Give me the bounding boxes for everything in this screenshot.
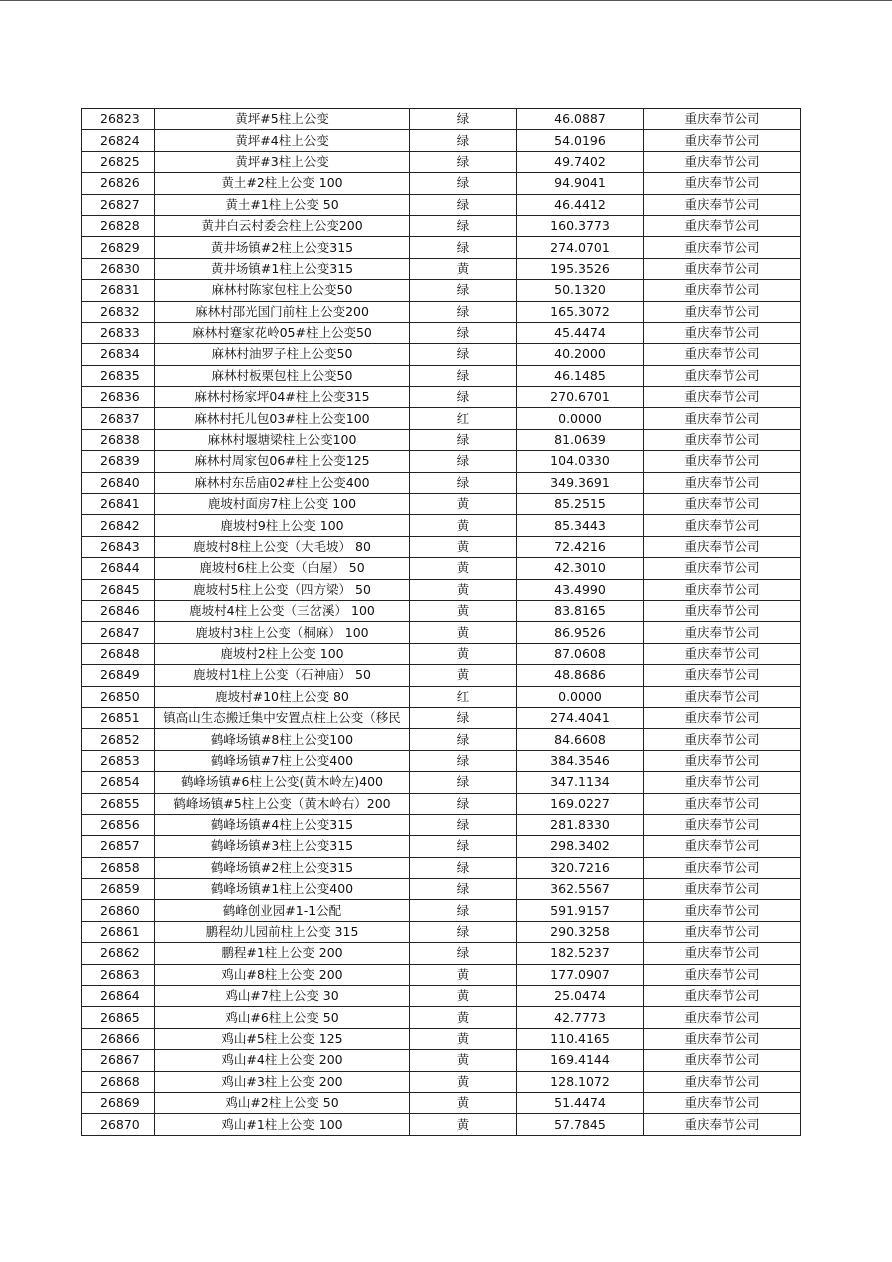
value-cell: 50.1320 bbox=[517, 280, 644, 301]
company-cell: 重庆奉节公司 bbox=[644, 194, 801, 215]
table-row bbox=[82, 643, 801, 664]
transformer-name-cell: 鹤峰场镇#5柱上公变（黄木岭右）200 bbox=[155, 793, 410, 814]
company-cell: 重庆奉节公司 bbox=[644, 365, 801, 386]
company-cell: 重庆奉节公司 bbox=[644, 536, 801, 557]
company-cell: 重庆奉节公司 bbox=[644, 109, 801, 130]
value-cell: 85.2515 bbox=[517, 494, 644, 515]
transformer-name-cell: 鸡山#7柱上公变 30 bbox=[155, 986, 410, 1007]
company-cell: 重庆奉节公司 bbox=[644, 857, 801, 878]
status-color-cell: 绿 bbox=[410, 921, 517, 942]
company-cell: 重庆奉节公司 bbox=[644, 579, 801, 600]
value-cell: 94.9041 bbox=[517, 173, 644, 194]
value-cell: 591.9157 bbox=[517, 900, 644, 921]
value-cell: 25.0474 bbox=[517, 986, 644, 1007]
table-row bbox=[82, 665, 801, 686]
company-cell: 重庆奉节公司 bbox=[644, 707, 801, 728]
row-id-cell: 26856 bbox=[82, 814, 155, 835]
value-cell: 85.3443 bbox=[517, 515, 644, 536]
company-cell: 重庆奉节公司 bbox=[644, 964, 801, 985]
row-id-cell: 26848 bbox=[82, 643, 155, 664]
row-id-cell: 26845 bbox=[82, 579, 155, 600]
row-id-cell: 26870 bbox=[82, 1114, 155, 1135]
company-cell: 重庆奉节公司 bbox=[644, 1050, 801, 1071]
value-cell: 281.8330 bbox=[517, 814, 644, 835]
table-row bbox=[82, 258, 801, 279]
transformer-name-cell: 鸡山#8柱上公变 200 bbox=[155, 964, 410, 985]
row-id-cell: 26855 bbox=[82, 793, 155, 814]
row-id-cell: 26830 bbox=[82, 258, 155, 279]
value-cell: 128.1072 bbox=[517, 1071, 644, 1092]
status-color-cell: 绿 bbox=[410, 836, 517, 857]
status-color-cell: 黄 bbox=[410, 665, 517, 686]
table-row bbox=[82, 579, 801, 600]
row-id-cell: 26846 bbox=[82, 600, 155, 621]
table-row bbox=[82, 130, 801, 151]
row-id-cell: 26864 bbox=[82, 986, 155, 1007]
value-cell: 110.4165 bbox=[517, 1028, 644, 1049]
transformer-name-cell: 鹿坡村2柱上公变 100 bbox=[155, 643, 410, 664]
company-cell: 重庆奉节公司 bbox=[644, 215, 801, 236]
transformer-name-cell: 鹿坡村9柱上公变 100 bbox=[155, 515, 410, 536]
table-row bbox=[82, 900, 801, 921]
table-row bbox=[82, 365, 801, 386]
value-cell: 51.4474 bbox=[517, 1092, 644, 1113]
value-cell: 165.3072 bbox=[517, 301, 644, 322]
status-color-cell: 黄 bbox=[410, 558, 517, 579]
row-id-cell: 26859 bbox=[82, 879, 155, 900]
company-cell: 重庆奉节公司 bbox=[644, 622, 801, 643]
status-color-cell: 绿 bbox=[410, 387, 517, 408]
company-cell: 重庆奉节公司 bbox=[644, 600, 801, 621]
table-row bbox=[82, 408, 801, 429]
value-cell: 87.0608 bbox=[517, 643, 644, 664]
transformer-name-cell: 鹤峰场镇#7柱上公变400 bbox=[155, 750, 410, 771]
table-row bbox=[82, 472, 801, 493]
status-color-cell: 绿 bbox=[410, 750, 517, 771]
status-color-cell: 黄 bbox=[410, 1028, 517, 1049]
row-id-cell: 26827 bbox=[82, 194, 155, 215]
row-id-cell: 26865 bbox=[82, 1007, 155, 1028]
transformer-name-cell: 鹿坡村#10柱上公变 80 bbox=[155, 686, 410, 707]
value-cell: 46.0887 bbox=[517, 109, 644, 130]
row-id-cell: 26826 bbox=[82, 173, 155, 194]
value-cell: 72.4216 bbox=[517, 536, 644, 557]
transformer-name-cell: 鹿坡村8柱上公变（大毛坡） 80 bbox=[155, 536, 410, 557]
company-cell: 重庆奉节公司 bbox=[644, 921, 801, 942]
status-color-cell: 绿 bbox=[410, 109, 517, 130]
value-cell: 48.8686 bbox=[517, 665, 644, 686]
company-cell: 重庆奉节公司 bbox=[644, 1007, 801, 1028]
transformer-name-cell: 鸡山#3柱上公变 200 bbox=[155, 1071, 410, 1092]
transformer-name-cell: 麻林村邵光国门前柱上公变200 bbox=[155, 301, 410, 322]
company-cell: 重庆奉节公司 bbox=[644, 793, 801, 814]
table-row bbox=[82, 707, 801, 728]
value-cell: 195.3526 bbox=[517, 258, 644, 279]
status-color-cell: 黄 bbox=[410, 1114, 517, 1135]
value-cell: 320.7216 bbox=[517, 857, 644, 878]
table-row bbox=[82, 301, 801, 322]
status-color-cell: 绿 bbox=[410, 451, 517, 472]
transformer-name-cell: 鸡山#6柱上公变 50 bbox=[155, 1007, 410, 1028]
table-row bbox=[82, 793, 801, 814]
table-row bbox=[82, 836, 801, 857]
transformer-name-cell: 鹿坡村4柱上公变（三岔溪） 100 bbox=[155, 600, 410, 621]
value-cell: 57.7845 bbox=[517, 1114, 644, 1135]
status-color-cell: 绿 bbox=[410, 429, 517, 450]
row-id-cell: 26853 bbox=[82, 750, 155, 771]
company-cell: 重庆奉节公司 bbox=[644, 280, 801, 301]
status-color-cell: 绿 bbox=[410, 280, 517, 301]
row-id-cell: 26847 bbox=[82, 622, 155, 643]
transformer-name-cell: 鸡山#5柱上公变 125 bbox=[155, 1028, 410, 1049]
table-row bbox=[82, 494, 801, 515]
company-cell: 重庆奉节公司 bbox=[644, 387, 801, 408]
company-cell: 重庆奉节公司 bbox=[644, 750, 801, 771]
company-cell: 重庆奉节公司 bbox=[644, 173, 801, 194]
company-cell: 重庆奉节公司 bbox=[644, 558, 801, 579]
company-cell: 重庆奉节公司 bbox=[644, 900, 801, 921]
transformer-name-cell: 黄坪#3柱上公变 bbox=[155, 151, 410, 172]
row-id-cell: 26833 bbox=[82, 322, 155, 343]
row-id-cell: 26858 bbox=[82, 857, 155, 878]
company-cell: 重庆奉节公司 bbox=[644, 772, 801, 793]
status-color-cell: 绿 bbox=[410, 857, 517, 878]
status-color-cell: 绿 bbox=[410, 365, 517, 386]
company-cell: 重庆奉节公司 bbox=[644, 494, 801, 515]
table-row bbox=[82, 943, 801, 964]
company-cell: 重庆奉节公司 bbox=[644, 643, 801, 664]
status-color-cell: 绿 bbox=[410, 215, 517, 236]
transformer-name-cell: 黄土#2柱上公变 100 bbox=[155, 173, 410, 194]
value-cell: 290.3258 bbox=[517, 921, 644, 942]
table-row bbox=[82, 750, 801, 771]
value-cell: 104.0330 bbox=[517, 451, 644, 472]
value-cell: 45.4474 bbox=[517, 322, 644, 343]
value-cell: 42.3010 bbox=[517, 558, 644, 579]
value-cell: 349.3691 bbox=[517, 472, 644, 493]
value-cell: 274.4041 bbox=[517, 707, 644, 728]
row-id-cell: 26836 bbox=[82, 387, 155, 408]
row-id-cell: 26857 bbox=[82, 836, 155, 857]
company-cell: 重庆奉节公司 bbox=[644, 665, 801, 686]
table-row bbox=[82, 600, 801, 621]
status-color-cell: 黄 bbox=[410, 515, 517, 536]
value-cell: 46.4412 bbox=[517, 194, 644, 215]
row-id-cell: 26824 bbox=[82, 130, 155, 151]
transformer-name-cell: 鸡山#4柱上公变 200 bbox=[155, 1050, 410, 1071]
table-row bbox=[82, 1050, 801, 1071]
transformer-name-cell: 鹿坡村5柱上公变（四方梁） 50 bbox=[155, 579, 410, 600]
table-row bbox=[82, 322, 801, 343]
company-cell: 重庆奉节公司 bbox=[644, 451, 801, 472]
status-color-cell: 黄 bbox=[410, 258, 517, 279]
status-color-cell: 黄 bbox=[410, 1007, 517, 1028]
company-cell: 重庆奉节公司 bbox=[644, 986, 801, 1007]
row-id-cell: 26850 bbox=[82, 686, 155, 707]
row-id-cell: 26854 bbox=[82, 772, 155, 793]
table-row bbox=[82, 729, 801, 750]
transformer-table bbox=[81, 108, 801, 1136]
table-row bbox=[82, 686, 801, 707]
transformer-name-cell: 鸡山#1柱上公变 100 bbox=[155, 1114, 410, 1135]
table-row bbox=[82, 1092, 801, 1113]
company-cell: 重庆奉节公司 bbox=[644, 472, 801, 493]
status-color-cell: 黄 bbox=[410, 536, 517, 557]
row-id-cell: 26863 bbox=[82, 964, 155, 985]
status-color-cell: 黄 bbox=[410, 494, 517, 515]
row-id-cell: 26831 bbox=[82, 280, 155, 301]
value-cell: 384.3546 bbox=[517, 750, 644, 771]
transformer-name-cell: 麻林村陈家包柱上公变50 bbox=[155, 280, 410, 301]
transformer-name-cell: 麻林村板栗包柱上公变50 bbox=[155, 365, 410, 386]
row-id-cell: 26866 bbox=[82, 1028, 155, 1049]
status-color-cell: 绿 bbox=[410, 322, 517, 343]
table-row bbox=[82, 622, 801, 643]
status-color-cell: 绿 bbox=[410, 943, 517, 964]
status-color-cell: 绿 bbox=[410, 793, 517, 814]
transformer-name-cell: 鹤峰场镇#3柱上公变315 bbox=[155, 836, 410, 857]
table-row bbox=[82, 772, 801, 793]
row-id-cell: 26869 bbox=[82, 1092, 155, 1113]
status-color-cell: 绿 bbox=[410, 814, 517, 835]
row-id-cell: 26838 bbox=[82, 429, 155, 450]
row-id-cell: 26844 bbox=[82, 558, 155, 579]
transformer-name-cell: 鹤峰场镇#8柱上公变100 bbox=[155, 729, 410, 750]
company-cell: 重庆奉节公司 bbox=[644, 1092, 801, 1113]
table-row bbox=[82, 1114, 801, 1135]
status-color-cell: 黄 bbox=[410, 643, 517, 664]
transformer-name-cell: 鹿坡村面房7柱上公变 100 bbox=[155, 494, 410, 515]
company-cell: 重庆奉节公司 bbox=[644, 1114, 801, 1135]
company-cell: 重庆奉节公司 bbox=[644, 130, 801, 151]
row-id-cell: 26843 bbox=[82, 536, 155, 557]
company-cell: 重庆奉节公司 bbox=[644, 1071, 801, 1092]
value-cell: 177.0907 bbox=[517, 964, 644, 985]
row-id-cell: 26829 bbox=[82, 237, 155, 258]
table-row bbox=[82, 237, 801, 258]
transformer-name-cell: 鹤峰场镇#6柱上公变(黄木岭左)400 bbox=[155, 772, 410, 793]
row-id-cell: 26852 bbox=[82, 729, 155, 750]
transformer-name-cell: 麻林村周家包06#柱上公变125 bbox=[155, 451, 410, 472]
transformer-name-cell: 黄土#1柱上公变 50 bbox=[155, 194, 410, 215]
row-id-cell: 26849 bbox=[82, 665, 155, 686]
status-color-cell: 绿 bbox=[410, 151, 517, 172]
transformer-name-cell: 黄井白云村委会柱上公变200 bbox=[155, 215, 410, 236]
status-color-cell: 绿 bbox=[410, 301, 517, 322]
value-cell: 43.4990 bbox=[517, 579, 644, 600]
status-color-cell: 绿 bbox=[410, 707, 517, 728]
row-id-cell: 26837 bbox=[82, 408, 155, 429]
table-row bbox=[82, 429, 801, 450]
value-cell: 298.3402 bbox=[517, 836, 644, 857]
value-cell: 84.6608 bbox=[517, 729, 644, 750]
transformer-name-cell: 鸡山#2柱上公变 50 bbox=[155, 1092, 410, 1113]
status-color-cell: 绿 bbox=[410, 772, 517, 793]
value-cell: 46.1485 bbox=[517, 365, 644, 386]
status-color-cell: 黄 bbox=[410, 600, 517, 621]
row-id-cell: 26839 bbox=[82, 451, 155, 472]
company-cell: 重庆奉节公司 bbox=[644, 729, 801, 750]
company-cell: 重庆奉节公司 bbox=[644, 836, 801, 857]
value-cell: 54.0196 bbox=[517, 130, 644, 151]
table-row bbox=[82, 921, 801, 942]
status-color-cell: 红 bbox=[410, 686, 517, 707]
company-cell: 重庆奉节公司 bbox=[644, 237, 801, 258]
row-id-cell: 26860 bbox=[82, 900, 155, 921]
row-id-cell: 26835 bbox=[82, 365, 155, 386]
company-cell: 重庆奉节公司 bbox=[644, 301, 801, 322]
table-row bbox=[82, 986, 801, 1007]
transformer-name-cell: 镇高山生态搬迁集中安置点柱上公变（移民 bbox=[155, 707, 410, 728]
status-color-cell: 绿 bbox=[410, 344, 517, 365]
status-color-cell: 绿 bbox=[410, 729, 517, 750]
table-row bbox=[82, 215, 801, 236]
table-row bbox=[82, 515, 801, 536]
company-cell: 重庆奉节公司 bbox=[644, 408, 801, 429]
value-cell: 160.3773 bbox=[517, 215, 644, 236]
table-row bbox=[82, 280, 801, 301]
status-color-cell: 绿 bbox=[410, 194, 517, 215]
row-id-cell: 26862 bbox=[82, 943, 155, 964]
table-row bbox=[82, 814, 801, 835]
value-cell: 81.0639 bbox=[517, 429, 644, 450]
table-row bbox=[82, 344, 801, 365]
company-cell: 重庆奉节公司 bbox=[644, 814, 801, 835]
value-cell: 169.4144 bbox=[517, 1050, 644, 1071]
status-color-cell: 绿 bbox=[410, 130, 517, 151]
table-row bbox=[82, 451, 801, 472]
status-color-cell: 绿 bbox=[410, 879, 517, 900]
company-cell: 重庆奉节公司 bbox=[644, 344, 801, 365]
status-color-cell: 绿 bbox=[410, 173, 517, 194]
row-id-cell: 26840 bbox=[82, 472, 155, 493]
transformer-name-cell: 黄坪#5柱上公变 bbox=[155, 109, 410, 130]
value-cell: 42.7773 bbox=[517, 1007, 644, 1028]
value-cell: 0.0000 bbox=[517, 408, 644, 429]
table-row bbox=[82, 964, 801, 985]
row-id-cell: 26832 bbox=[82, 301, 155, 322]
value-cell: 0.0000 bbox=[517, 686, 644, 707]
value-cell: 270.6701 bbox=[517, 387, 644, 408]
row-id-cell: 26851 bbox=[82, 707, 155, 728]
status-color-cell: 红 bbox=[410, 408, 517, 429]
value-cell: 49.7402 bbox=[517, 151, 644, 172]
table-row bbox=[82, 194, 801, 215]
page-top-border bbox=[0, 0, 892, 1]
table-row bbox=[82, 558, 801, 579]
company-cell: 重庆奉节公司 bbox=[644, 429, 801, 450]
table-row bbox=[82, 1071, 801, 1092]
transformer-name-cell: 鹏程#1柱上公变 200 bbox=[155, 943, 410, 964]
company-cell: 重庆奉节公司 bbox=[644, 879, 801, 900]
transformer-name-cell: 鹤峰场镇#4柱上公变315 bbox=[155, 814, 410, 835]
transformer-name-cell: 鹤峰创业园#1-1公配 bbox=[155, 900, 410, 921]
status-color-cell: 黄 bbox=[410, 579, 517, 600]
transformer-name-cell: 麻林村杨家坪04#柱上公变315 bbox=[155, 387, 410, 408]
row-id-cell: 26867 bbox=[82, 1050, 155, 1071]
row-id-cell: 26841 bbox=[82, 494, 155, 515]
value-cell: 274.0701 bbox=[517, 237, 644, 258]
company-cell: 重庆奉节公司 bbox=[644, 515, 801, 536]
status-color-cell: 黄 bbox=[410, 1071, 517, 1092]
status-color-cell: 黄 bbox=[410, 964, 517, 985]
company-cell: 重庆奉节公司 bbox=[644, 322, 801, 343]
value-cell: 40.2000 bbox=[517, 344, 644, 365]
value-cell: 347.1134 bbox=[517, 772, 644, 793]
table-row bbox=[82, 1007, 801, 1028]
table-row bbox=[82, 536, 801, 557]
company-cell: 重庆奉节公司 bbox=[644, 1028, 801, 1049]
transformer-name-cell: 鹤峰场镇#2柱上公变315 bbox=[155, 857, 410, 878]
company-cell: 重庆奉节公司 bbox=[644, 943, 801, 964]
table-body bbox=[82, 109, 801, 1136]
value-cell: 83.8165 bbox=[517, 600, 644, 621]
row-id-cell: 26842 bbox=[82, 515, 155, 536]
transformer-name-cell: 麻林村油罗子柱上公变50 bbox=[155, 344, 410, 365]
company-cell: 重庆奉节公司 bbox=[644, 151, 801, 172]
status-color-cell: 黄 bbox=[410, 622, 517, 643]
row-id-cell: 26825 bbox=[82, 151, 155, 172]
status-color-cell: 黄 bbox=[410, 986, 517, 1007]
status-color-cell: 绿 bbox=[410, 237, 517, 258]
transformer-name-cell: 鹿坡村3柱上公变（桐麻） 100 bbox=[155, 622, 410, 643]
table-row bbox=[82, 387, 801, 408]
transformer-name-cell: 黄坪#4柱上公变 bbox=[155, 130, 410, 151]
transformer-name-cell: 鹿坡村6柱上公变（白屋） 50 bbox=[155, 558, 410, 579]
transformer-name-cell: 鹤峰场镇#1柱上公变400 bbox=[155, 879, 410, 900]
transformer-name-cell: 麻林村堰塘梁柱上公变100 bbox=[155, 429, 410, 450]
row-id-cell: 26834 bbox=[82, 344, 155, 365]
transformer-name-cell: 黄井场镇#1柱上公变315 bbox=[155, 258, 410, 279]
status-color-cell: 黄 bbox=[410, 1050, 517, 1071]
value-cell: 86.9526 bbox=[517, 622, 644, 643]
company-cell: 重庆奉节公司 bbox=[644, 258, 801, 279]
transformer-name-cell: 麻林村东岳庙02#柱上公变400 bbox=[155, 472, 410, 493]
table-row bbox=[82, 857, 801, 878]
row-id-cell: 26861 bbox=[82, 921, 155, 942]
row-id-cell: 26828 bbox=[82, 215, 155, 236]
row-id-cell: 26823 bbox=[82, 109, 155, 130]
transformer-name-cell: 黄井场镇#2柱上公变315 bbox=[155, 237, 410, 258]
row-id-cell: 26868 bbox=[82, 1071, 155, 1092]
status-color-cell: 黄 bbox=[410, 1092, 517, 1113]
value-cell: 169.0227 bbox=[517, 793, 644, 814]
transformer-name-cell: 麻林村蹇家花岭05#柱上公变50 bbox=[155, 322, 410, 343]
transformer-name-cell: 麻林村托儿包03#柱上公变100 bbox=[155, 408, 410, 429]
table-row bbox=[82, 173, 801, 194]
value-cell: 182.5237 bbox=[517, 943, 644, 964]
table-row bbox=[82, 109, 801, 130]
table-row bbox=[82, 151, 801, 172]
transformer-name-cell: 鹿坡村1柱上公变（石神庙） 50 bbox=[155, 665, 410, 686]
table-row bbox=[82, 1028, 801, 1049]
value-cell: 362.5567 bbox=[517, 879, 644, 900]
status-color-cell: 绿 bbox=[410, 900, 517, 921]
status-color-cell: 绿 bbox=[410, 472, 517, 493]
table-row bbox=[82, 879, 801, 900]
transformer-name-cell: 鹏程幼儿园前柱上公变 315 bbox=[155, 921, 410, 942]
company-cell: 重庆奉节公司 bbox=[644, 686, 801, 707]
